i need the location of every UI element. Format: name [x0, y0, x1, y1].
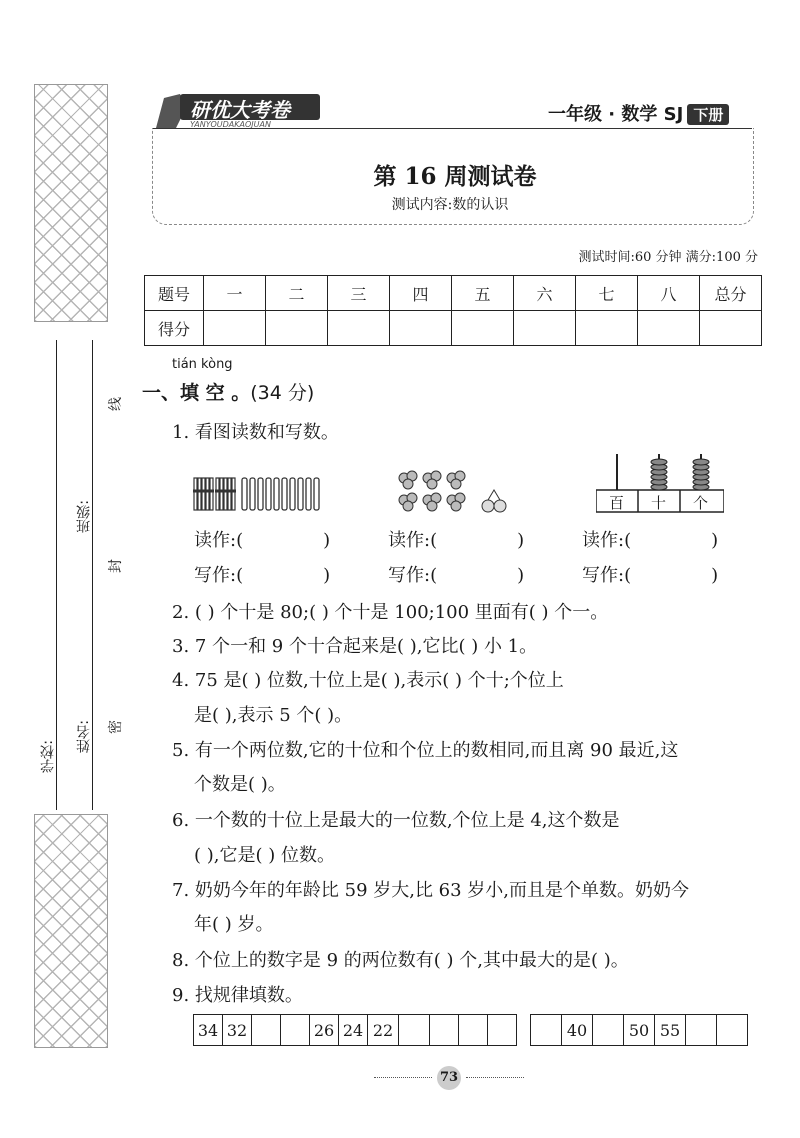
score-header-cell: 总分 — [700, 276, 762, 311]
write-label: 写作:( — [582, 565, 632, 586]
question-6a: 6. 一个数的十位上是最大的一位数,个位上是 4,这个数是 — [172, 810, 620, 831]
score-cell[interactable] — [576, 311, 638, 346]
question-6b: ( ),它是( ) 位数。 — [194, 845, 335, 866]
read-label: 读作:( — [194, 530, 244, 551]
score-cell[interactable] — [328, 311, 390, 346]
score-row-label: 得分 — [145, 311, 204, 346]
bracket-close: ) — [323, 530, 331, 551]
sequence-blank[interactable] — [281, 1015, 310, 1046]
bracket-close: ) — [711, 530, 719, 551]
sequence-blank[interactable] — [593, 1015, 624, 1046]
sequence-blank[interactable] — [459, 1015, 488, 1046]
question-7b: 年( ) 岁。 — [194, 914, 274, 935]
sequence-cell: 40 — [562, 1015, 593, 1046]
read-answer-3[interactable] — [582, 526, 718, 552]
seal-char-line: 线 — [108, 397, 124, 411]
footer-dots-left — [374, 1077, 432, 1078]
volume-badge: 下册 — [687, 104, 729, 125]
sequence-blank[interactable] — [399, 1015, 430, 1046]
section-heading — [142, 378, 314, 405]
write-answer-2[interactable] — [388, 561, 524, 587]
stick-bundles-image — [192, 474, 322, 514]
sequence-cell: 26 — [310, 1015, 339, 1046]
write-answer-3[interactable] — [582, 561, 718, 587]
sequence-blank[interactable] — [252, 1015, 281, 1046]
bracket-close: ) — [517, 530, 525, 551]
write-answer-1[interactable] — [194, 561, 330, 587]
margin-lattice-bottom — [34, 814, 108, 1048]
section-points: (34 分) — [250, 382, 315, 404]
logo-text: 研优大考卷 — [190, 98, 290, 122]
sequence-blank[interactable] — [717, 1015, 748, 1046]
sequence-cell: 24 — [339, 1015, 368, 1046]
sequence-blank[interactable] — [531, 1015, 562, 1046]
question-4a: 4. 75 是( ) 位数,十位上是( ),表示( ) 个十;个位上 — [172, 670, 564, 691]
bracket-close: ) — [711, 565, 719, 586]
question-8: 8. 个位上的数字是 9 的两位数有( ) 个,其中最大的是( )。 — [172, 950, 629, 971]
sequence-blank[interactable] — [686, 1015, 717, 1046]
bracket-close: ) — [323, 565, 331, 586]
score-header-cell: 三 — [328, 276, 390, 311]
sequence-cell: 32 — [223, 1015, 252, 1046]
seal-char-seal: 封 — [108, 559, 124, 573]
score-header-cell: 四 — [390, 276, 452, 311]
score-header-cell: 七 — [576, 276, 638, 311]
sequence-row-2 — [530, 1014, 748, 1046]
grade-subject — [548, 100, 729, 126]
question-1: 1. 看图读数和写数。 — [172, 422, 339, 443]
read-label: 读作:( — [388, 530, 438, 551]
score-cell[interactable] — [390, 311, 452, 346]
class-label: 班级: — [76, 500, 92, 533]
footer-dots-right — [466, 1077, 524, 1078]
question-3: 3. 7 个一和 9 个十合起来是( ),它比( ) 小 1。 — [172, 636, 538, 657]
score-cell[interactable] — [204, 311, 266, 346]
score-header-row — [145, 276, 762, 311]
brand-logo — [150, 88, 320, 132]
score-header-cell: 二 — [266, 276, 328, 311]
section-heading-text: 一、填 空 。 — [142, 382, 251, 404]
sequence-blank[interactable] — [430, 1015, 459, 1046]
write-label: 写作:( — [388, 565, 438, 586]
test-meta: 测试时间:60 分钟 满分:100 分 — [578, 250, 758, 265]
score-cell[interactable] — [452, 311, 514, 346]
sequence-cell: 34 — [194, 1015, 223, 1046]
score-table — [144, 275, 762, 346]
question-5a: 5. 有一个两位数,它的十位和个位上的数相同,而且离 90 最近,这 — [172, 740, 679, 761]
sequence-cell: 55 — [655, 1015, 686, 1046]
score-cell[interactable] — [266, 311, 328, 346]
sequence-cell: 50 — [624, 1015, 655, 1046]
question-7a: 7. 奶奶今年的年龄比 59 岁大,比 63 岁小,而且是个单数。奶奶今 — [172, 880, 690, 901]
sequence-blank[interactable] — [488, 1015, 517, 1046]
score-header-cell: 题号 — [145, 276, 204, 311]
score-header-cell: 一 — [204, 276, 266, 311]
question-2: 2. ( ) 个十是 80;( ) 个十是 100;100 里面有( ) 个一。 — [172, 602, 609, 623]
abacus-label-hundreds: 百 — [609, 494, 625, 512]
page-number: 73 — [437, 1066, 461, 1090]
score-header-cell: 八 — [638, 276, 700, 311]
abacus-label-ones: 个 — [693, 494, 709, 512]
score-cell[interactable] — [700, 311, 762, 346]
read-answer-2[interactable] — [388, 526, 524, 552]
logo-subtext: YANYOUDAKAOJUAN — [190, 120, 271, 129]
score-cell[interactable] — [514, 311, 576, 346]
score-header-cell: 五 — [452, 276, 514, 311]
page-subtitle: 测试内容:数的认识 — [391, 197, 509, 213]
grade-subject-text: 一年级 · 数学 SJ — [548, 104, 684, 125]
name-label: 姓名: — [76, 720, 92, 753]
question-5b: 个数是( )。 — [194, 774, 286, 795]
question-4b: 是( ),表示 5 个( )。 — [194, 705, 353, 726]
score-value-row — [145, 311, 762, 346]
score-cell[interactable] — [638, 311, 700, 346]
abacus-label-tens: 十 — [651, 494, 667, 512]
page-title: 第 16 周测试卷 — [373, 163, 537, 190]
write-label: 写作:( — [194, 565, 244, 586]
question-9: 9. 找规律填数。 — [172, 985, 303, 1006]
seal-char-close: 密 — [108, 720, 124, 734]
read-answer-1[interactable] — [194, 526, 330, 552]
sequence-row-1 — [193, 1014, 517, 1046]
cherries-image — [396, 464, 516, 516]
bracket-close: ) — [517, 565, 525, 586]
score-header-cell: 六 — [514, 276, 576, 311]
school-label: 学校: — [40, 740, 56, 773]
read-label: 读作:( — [582, 530, 632, 551]
sequence-cell: 22 — [368, 1015, 399, 1046]
section-pinyin: tián kòng — [172, 357, 233, 372]
